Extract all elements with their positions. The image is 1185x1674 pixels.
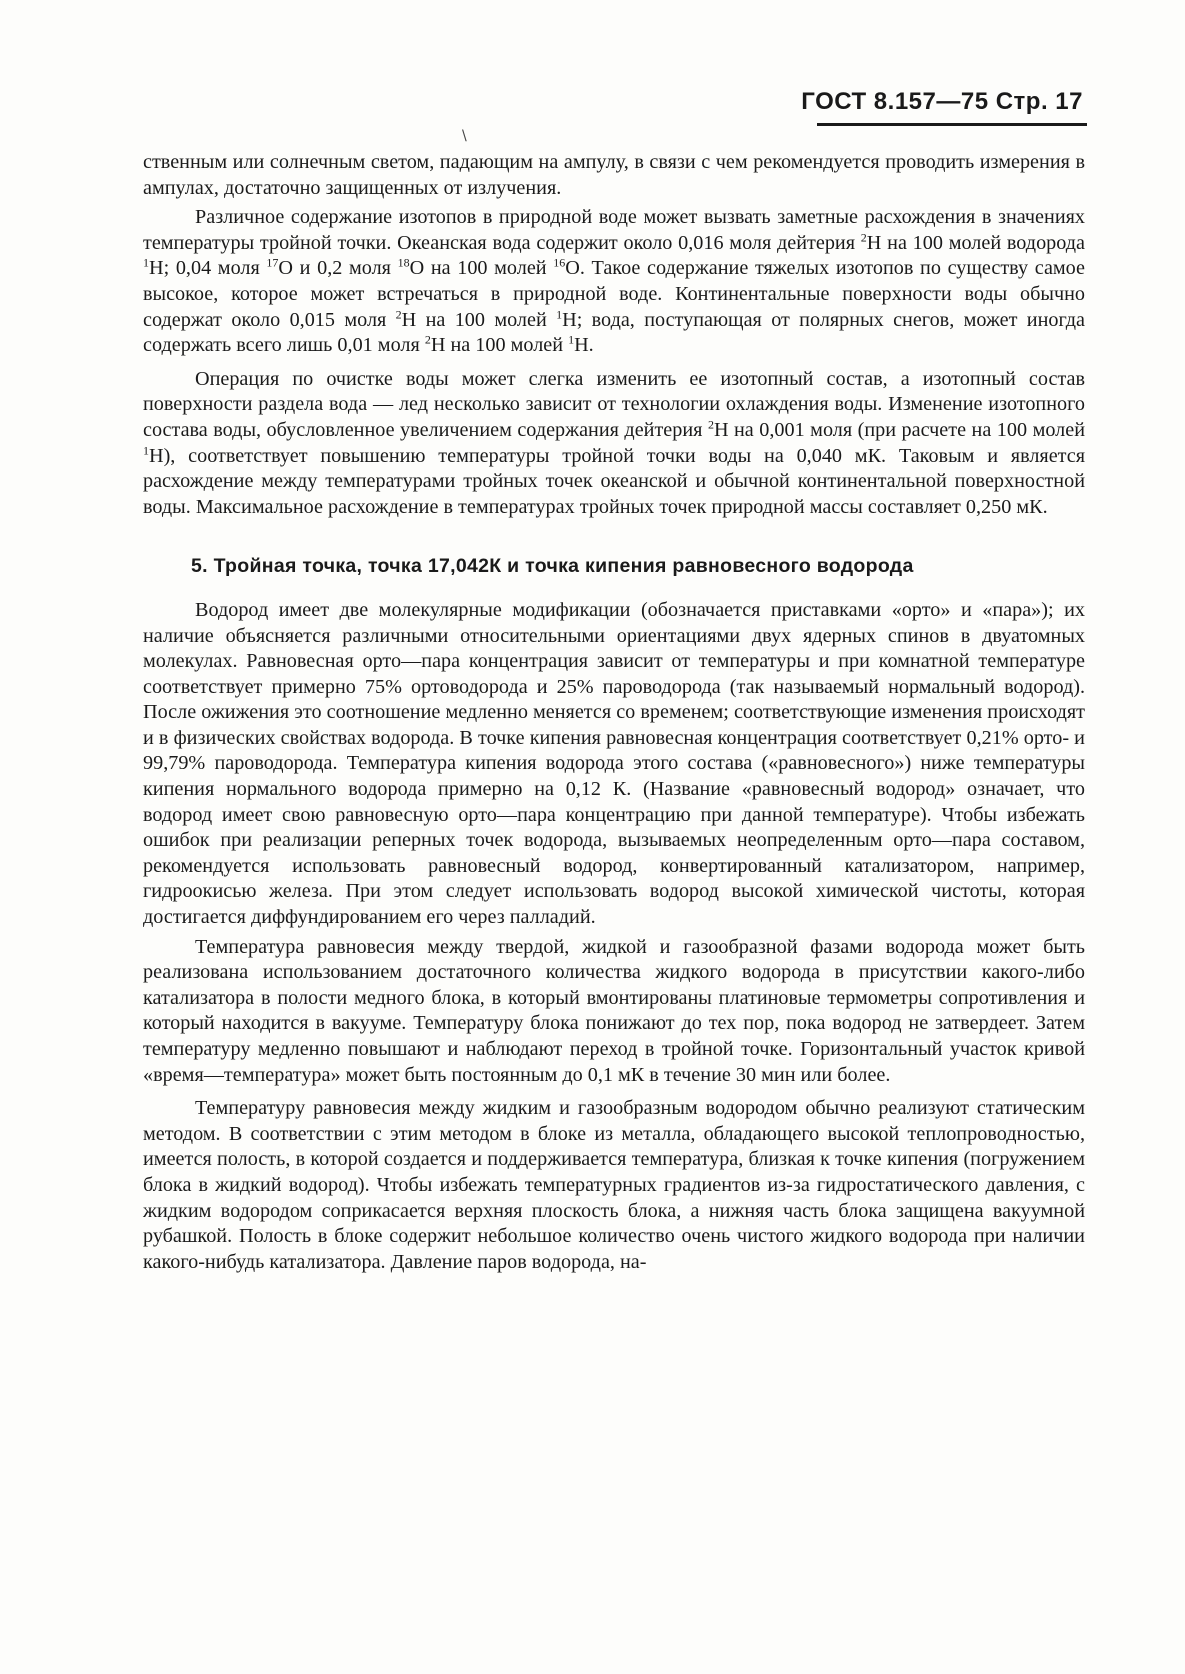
page-header: ГОСТ 8.157—75 Стр. 17 — [801, 88, 1083, 115]
scan-mark: \ — [462, 128, 467, 144]
paragraph-hydrogen-modifications: Водород имеет две молекулярные модификации (обозначается приставками «орто» и «пара»); их наличие объясняется различными относительными ориентациями двух ядерных спинов в двуатомных молекулах. Равновесная орто—пара концентрация зависит от температуры и при комнатной температуре соответствует примерно 75% ортоводорода и 25% пароводорода (так называемый нормальный водород). После ожижения это соотношение медленно меняется со временем; соответствующие изменения происходят и в физических свойствах водорода. В точке кипения равновесная концентрация соответствует 0,21% орто- и 99,79% пароводорода. Температура кипения водорода этого состава («равновесного») ниже температуры кипения нормального водорода примерно на 0,12 К. (Название «равновесный водород» означает, что водород имеет свою равновесную орто—пара концентрацию при данной температуре). Чтобы избежать ошибок при реализации реперных точек водорода, вызываемых неопределенным орто—пара составом, рекомендуется использовать равновесный водород, конвертированный катализатором, например, гидроокисью железа. При этом следует использовать водород высокой химической чистоты, которая достигается диффундированием его через палладий. — [143, 598, 1085, 929]
body-text — [143, 150, 1085, 1275]
paragraph-triple-point: Температура равновесия между твердой, жидкой и газообразной фазами водорода может быть реализована использованием достаточного количества жидкого водорода в присутствии какого-либо катализатора в полости медного блока, в который вмонтированы платиновые термометры сопротивления и который находится в вакууме. Температуру блока понижают до тех пор, пока водород не затвердеет. Затем температуру медленно повышают и наблюдают переход в тройной точке. Горизонтальный участок кривой «время—температура» может быть постоянным до 0,1 мК в течение 30 мин или более. — [143, 935, 1085, 1086]
section-title: 5. Тройная точка, точка 17,042К и точка кипения равновесного водорода — [191, 555, 914, 578]
paragraph-isotopes: Различное содержание изотопов в природной воде может вызвать заметные расхождения в значениях температуры тройной точки. Океанская вода содержит около 0,016 моля дейтерия $^2$H на 100 молей водорода $^1$H; 0,04 моля $^{17}$O и 0,2 моля $^{18}$O на 100 молей $^{16}$O. Такое содержание тяжелых изотопов по существу самое высокое, которое может встречаться в природной воде. Континентальные поверхности воды обычно содержат около 0,015 моля $^2$H на 100 молей $^1$H; вода, поступающая от полярных снегов, может иногда содержать всего лишь 0,01 моля $^2$H на 100 молей $^1$H. — [143, 206, 1086, 357]
header-rule — [817, 123, 1087, 126]
paragraph-continued: ственным или солнечным светом, падающим на ампулу, в связи с чем рекомендуется проводить измерения в ампулах, достаточно защищенных от излучения. — [143, 151, 1085, 199]
paragraph-purification: Операция по очистке воды может слегка изменить ее изотопный состав, а изотопный состав поверхности раздела вода — лед несколько зависит от технологии охлаждения воды. Изменение изотопного состава воды, обусловленное увеличением содержания дейтерия $^2$H на 0,001 моля (при расчете на 100 молей $^1$H), соответствует повышению температуры тройной точки воды на 0,040 мК. Таковым и является расхождение между температурами тройных точек океанской и обычной континентальной поверхностной воды. Максимальное расхождение в температурах тройных точек природной массы составляет 0,250 мК. — [143, 367, 1086, 518]
paragraph-boiling-point: Температуру равновесия между жидким и газообразным водородом обычно реализуют статическим методом. В соответствии с этим методом в блоке из металла, обладающего высокой теплопроводностью, имеется полость, в которой создается и поддерживается температура, близкая к точке кипения (погружением блока в жидкий водород). Чтобы избежать температурных градиентов из-за гидростатического давления, с жидким водородом соприкасается верхняя плоскость блока, а нижняя часть блока защищена вакуумной рубашкой. Полость в блоке содержит небольшое количество очень чистого жидкого водорода при наличии какого-нибудь катализатора. Давление паров водорода, на- — [143, 1097, 1085, 1273]
